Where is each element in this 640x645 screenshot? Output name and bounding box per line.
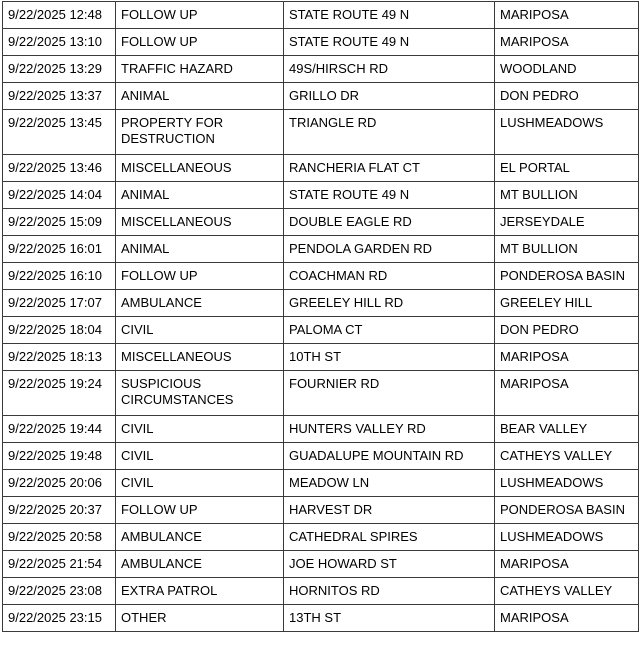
type-cell: ANIMAL xyxy=(116,83,284,110)
street-cell: DOUBLE EAGLE RD xyxy=(284,209,495,236)
table-row xyxy=(3,110,639,155)
datetime-cell: 9/22/2025 16:01 xyxy=(3,236,116,263)
type-cell: ANIMAL xyxy=(116,236,284,263)
table-row xyxy=(3,497,639,524)
area-cell: MARIPOSA xyxy=(495,344,639,371)
area-cell: CATHEYS VALLEY xyxy=(495,443,639,470)
table-row xyxy=(3,263,639,290)
datetime-cell: 9/22/2025 13:29 xyxy=(3,56,116,83)
datetime-cell: 9/22/2025 20:37 xyxy=(3,497,116,524)
type-cell: MISCELLANEOUS xyxy=(116,155,284,182)
datetime-cell: 9/22/2025 17:07 xyxy=(3,290,116,317)
area-cell: WOODLAND xyxy=(495,56,639,83)
type-cell: ANIMAL xyxy=(116,182,284,209)
area-cell: LUSHMEADOWS xyxy=(495,524,639,551)
street-cell: STATE ROUTE 49 N xyxy=(284,29,495,56)
datetime-cell: 9/22/2025 13:37 xyxy=(3,83,116,110)
area-cell: LUSHMEADOWS xyxy=(495,470,639,497)
area-cell: EL PORTAL xyxy=(495,155,639,182)
table-row xyxy=(3,443,639,470)
datetime-cell: 9/22/2025 12:48 xyxy=(3,2,116,29)
area-cell: MT BULLION xyxy=(495,236,639,263)
datetime-cell: 9/22/2025 19:44 xyxy=(3,416,116,443)
street-cell: HARVEST DR xyxy=(284,497,495,524)
table-row xyxy=(3,470,639,497)
type-cell: OTHER xyxy=(116,605,284,632)
table-row xyxy=(3,605,639,632)
table-row xyxy=(3,344,639,371)
table-row xyxy=(3,290,639,317)
street-cell: STATE ROUTE 49 N xyxy=(284,182,495,209)
table-row xyxy=(3,29,639,56)
street-cell: GRILLO DR xyxy=(284,83,495,110)
area-cell: MARIPOSA xyxy=(495,551,639,578)
area-cell: MARIPOSA xyxy=(495,29,639,56)
table-row xyxy=(3,83,639,110)
datetime-cell: 9/22/2025 20:58 xyxy=(3,524,116,551)
area-cell: BEAR VALLEY xyxy=(495,416,639,443)
type-cell: FOLLOW UP xyxy=(116,29,284,56)
street-cell: TRIANGLE RD xyxy=(284,110,495,155)
datetime-cell: 9/22/2025 19:24 xyxy=(3,371,116,416)
street-cell: GREELEY HILL RD xyxy=(284,290,495,317)
street-cell: 13TH ST xyxy=(284,605,495,632)
type-cell: MISCELLANEOUS xyxy=(116,209,284,236)
street-cell: HUNTERS VALLEY RD xyxy=(284,416,495,443)
street-cell: 10TH ST xyxy=(284,344,495,371)
area-cell: DON PEDRO xyxy=(495,83,639,110)
area-cell: MARIPOSA xyxy=(495,2,639,29)
table-row xyxy=(3,155,639,182)
street-cell: 49S/HIRSCH RD xyxy=(284,56,495,83)
street-cell: FOURNIER RD xyxy=(284,371,495,416)
area-cell: LUSHMEADOWS xyxy=(495,110,639,155)
type-cell: EXTRA PATROL xyxy=(116,578,284,605)
street-cell: JOE HOWARD ST xyxy=(284,551,495,578)
type-cell: FOLLOW UP xyxy=(116,497,284,524)
street-cell: HORNITOS RD xyxy=(284,578,495,605)
type-cell: AMBULANCE xyxy=(116,290,284,317)
datetime-cell: 9/22/2025 16:10 xyxy=(3,263,116,290)
datetime-cell: 9/22/2025 15:09 xyxy=(3,209,116,236)
type-cell: CIVIL xyxy=(116,416,284,443)
area-cell: JERSEYDALE xyxy=(495,209,639,236)
table-row xyxy=(3,236,639,263)
table-row xyxy=(3,317,639,344)
table-row xyxy=(3,182,639,209)
type-cell: AMBULANCE xyxy=(116,524,284,551)
table-row xyxy=(3,551,639,578)
street-cell: RANCHERIA FLAT CT xyxy=(284,155,495,182)
table-row xyxy=(3,56,639,83)
table-row xyxy=(3,524,639,551)
area-cell: PONDEROSA BASIN xyxy=(495,263,639,290)
area-cell: MT BULLION xyxy=(495,182,639,209)
street-cell: GUADALUPE MOUNTAIN RD xyxy=(284,443,495,470)
type-cell: CIVIL xyxy=(116,443,284,470)
call-log-table xyxy=(2,1,639,632)
type-cell: CIVIL xyxy=(116,317,284,344)
table-row xyxy=(3,578,639,605)
datetime-cell: 9/22/2025 18:13 xyxy=(3,344,116,371)
type-cell: MISCELLANEOUS xyxy=(116,344,284,371)
table-row xyxy=(3,416,639,443)
datetime-cell: 9/22/2025 13:10 xyxy=(3,29,116,56)
area-cell: PONDEROSA BASIN xyxy=(495,497,639,524)
type-cell: SUSPICIOUS CIRCUMSTANCES xyxy=(116,371,284,416)
table-row xyxy=(3,209,639,236)
area-cell: DON PEDRO xyxy=(495,317,639,344)
datetime-cell: 9/22/2025 13:46 xyxy=(3,155,116,182)
area-cell: CATHEYS VALLEY xyxy=(495,578,639,605)
datetime-cell: 9/22/2025 23:15 xyxy=(3,605,116,632)
call-log-body xyxy=(3,2,639,632)
datetime-cell: 9/22/2025 20:06 xyxy=(3,470,116,497)
datetime-cell: 9/22/2025 18:04 xyxy=(3,317,116,344)
datetime-cell: 9/22/2025 13:45 xyxy=(3,110,116,155)
datetime-cell: 9/22/2025 23:08 xyxy=(3,578,116,605)
datetime-cell: 9/22/2025 14:04 xyxy=(3,182,116,209)
type-cell: CIVIL xyxy=(116,470,284,497)
datetime-cell: 9/22/2025 19:48 xyxy=(3,443,116,470)
area-cell: MARIPOSA xyxy=(495,371,639,416)
type-cell: FOLLOW UP xyxy=(116,2,284,29)
street-cell: CATHEDRAL SPIRES xyxy=(284,524,495,551)
street-cell: PENDOLA GARDEN RD xyxy=(284,236,495,263)
street-cell: MEADOW LN xyxy=(284,470,495,497)
type-cell: FOLLOW UP xyxy=(116,263,284,290)
type-cell: AMBULANCE xyxy=(116,551,284,578)
street-cell: PALOMA CT xyxy=(284,317,495,344)
area-cell: GREELEY HILL xyxy=(495,290,639,317)
datetime-cell: 9/22/2025 21:54 xyxy=(3,551,116,578)
street-cell: STATE ROUTE 49 N xyxy=(284,2,495,29)
type-cell: PROPERTY FOR DESTRUCTION xyxy=(116,110,284,155)
table-row xyxy=(3,2,639,29)
area-cell: MARIPOSA xyxy=(495,605,639,632)
table-row xyxy=(3,371,639,416)
type-cell: TRAFFIC HAZARD xyxy=(116,56,284,83)
street-cell: COACHMAN RD xyxy=(284,263,495,290)
